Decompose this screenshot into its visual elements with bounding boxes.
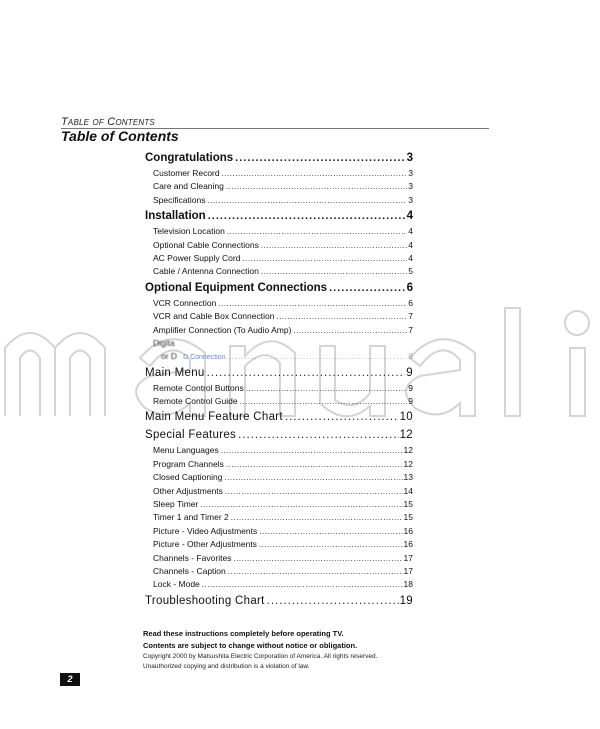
toc-page-number: 4	[408, 239, 413, 250]
toc-page-number: 12	[403, 458, 413, 469]
toc-page-number: 9	[406, 366, 413, 379]
dot-leader	[207, 194, 407, 207]
toc-entry-channels-caption[interactable]	[145, 565, 413, 578]
toc-entry-picture-video-adjustments[interactable]	[145, 525, 413, 538]
toc-entry-label: Lock - Mode	[153, 579, 200, 590]
toc-entry-program-channels[interactable]	[145, 458, 413, 471]
toc-entry-label: Other Adjustments	[153, 485, 223, 496]
toc-page-number: 13	[403, 472, 413, 483]
toc-entry-television-location[interactable]	[145, 225, 413, 238]
change-notice: Contents are subject to change without notice or obligation.	[143, 641, 358, 650]
toc-page-number: 16	[403, 539, 413, 550]
toc-entry-label: Closed Captioning	[153, 472, 223, 483]
toc-page-number: 19	[399, 594, 413, 607]
dot-leader	[259, 525, 402, 538]
toc-entry-label: Channels - Favorites	[153, 552, 232, 563]
toc-entry-timer-1-and-timer-2[interactable]	[145, 511, 413, 524]
dot-leader	[329, 279, 406, 297]
toc-entry-label: AC Power Supply Cord	[153, 252, 241, 263]
toc-page-number: 14	[403, 485, 413, 496]
dot-leader	[224, 471, 402, 484]
toc-entry-label: Optional Cable Connections	[153, 239, 259, 250]
dot-leader	[261, 265, 407, 278]
toc-page-number: 4	[408, 226, 413, 237]
toc-entry-label: Picture - Other Adjustments	[153, 539, 257, 550]
dot-leader	[208, 207, 406, 225]
dot-leader	[227, 225, 407, 238]
toc-entry-label: VCR and Cable Box Connection	[153, 311, 275, 322]
toc-entry-digital-obscured[interactable]	[145, 337, 413, 350]
toc-entry-label: or D	[161, 351, 178, 362]
dot-leader	[225, 485, 403, 498]
toc-entry-sleep-timer[interactable]	[145, 498, 413, 511]
toc-page-number: 9	[408, 396, 413, 407]
toc-entry-label: Cable / Antenna Connection	[153, 266, 259, 277]
toc-entry-installation[interactable]	[145, 207, 413, 225]
toc-entry-amplifier-connection[interactable]	[145, 324, 413, 337]
toc-entry-label: Installation	[145, 210, 206, 223]
toc-entry-cable-antenna-connection[interactable]	[145, 265, 413, 278]
copyright-notice: Copyright 2000 by Matsushita Electric Corporation of America. All rights reserved.	[143, 653, 378, 660]
toc-page-number: 3	[406, 152, 413, 164]
dot-leader	[228, 565, 403, 578]
dot-leader	[207, 364, 406, 382]
toc-page-number: 4	[406, 210, 413, 223]
toc-entry-vcr-and-cable-box-connection[interactable]	[145, 310, 413, 323]
toc-entry-label: Program Channels	[153, 458, 224, 469]
toc-entry-label: Troubleshooting Chart	[145, 594, 265, 607]
toc-entry-care-and-cleaning[interactable]	[145, 180, 413, 193]
toc-page-number: 3	[408, 181, 413, 192]
toc-page-number: 8	[408, 351, 413, 362]
dot-leader	[233, 552, 402, 565]
toc-entry-channels-favorites[interactable]	[145, 552, 413, 565]
toc-entry-label: Sleep Timer	[153, 499, 199, 510]
toc-entry-specifications[interactable]	[145, 194, 413, 207]
toc-page-number: 18	[403, 579, 413, 590]
toc-entry-digital-continued[interactable]	[145, 350, 413, 363]
unauthorized-copying-notice: Unauthorized copying and distribution is a violation of law.	[143, 663, 310, 670]
toc-page-number: 7	[408, 311, 413, 322]
toc-entry-picture-other-adjustments[interactable]	[145, 538, 413, 551]
toc-entry-label: VCR Connection	[153, 297, 217, 308]
dot-leader	[238, 426, 398, 444]
toc-page-number: 9	[408, 382, 413, 393]
dot-leader	[202, 578, 403, 591]
toc-entry-label: Picture - Video Adjustments	[153, 525, 258, 536]
toc-entry-main-menu-feature-chart[interactable]	[145, 408, 413, 426]
toc-entry-label: Congratulations	[145, 152, 234, 164]
running-header: Table of Contents	[61, 116, 155, 128]
table-of-contents	[145, 149, 413, 610]
dot-leader	[246, 382, 408, 395]
toc-page-number: 4	[408, 252, 413, 263]
dot-leader	[261, 239, 407, 252]
dot-leader	[222, 167, 408, 180]
toc-entry-customer-record[interactable]	[145, 167, 413, 180]
toc-entry-label: Remote Control Buttons	[153, 382, 244, 393]
dot-leader	[231, 511, 403, 524]
toc-entry-label: Special Features	[145, 429, 237, 442]
page-number-badge: 2	[60, 673, 80, 686]
toc-page-number: 7	[408, 324, 413, 335]
toc-page-number: 6	[406, 281, 413, 294]
toc-entry-label: Menu Languages	[153, 445, 219, 456]
toc-page-number: 10	[399, 411, 413, 424]
toc-entry-label: Remote Control Guide	[153, 396, 238, 407]
toc-entry-vcr-connection[interactable]	[145, 297, 413, 310]
toc-entry-label: Amplifier Connection (To Audio Amp)	[153, 324, 292, 335]
toc-entry-menu-languages[interactable]	[145, 444, 413, 457]
toc-entry-label: Timer 1 and Timer 2	[153, 512, 229, 523]
toc-page-number: 15	[403, 512, 413, 523]
toc-entry-label: Digita	[153, 337, 175, 348]
toc-entry-remote-control-buttons[interactable]	[145, 382, 413, 395]
dot-leader	[240, 395, 408, 408]
toc-entry-label: Main Menu	[145, 366, 205, 379]
dot-leader	[235, 149, 405, 167]
toc-entry-main-menu[interactable]	[145, 364, 413, 382]
dot-leader	[226, 180, 407, 193]
toc-entry-other-adjustments[interactable]	[145, 485, 413, 498]
toc-entry-closed-captioning[interactable]	[145, 471, 413, 484]
toc-page-number: 17	[403, 552, 413, 563]
dot-leader	[200, 498, 402, 511]
dot-leader	[221, 444, 403, 457]
page-title: Table of Contents	[61, 128, 179, 144]
legal-notice	[143, 628, 443, 672]
toc-entry-lock-mode[interactable]	[145, 578, 413, 591]
toc-entry-label: Main Menu Feature Chart	[145, 411, 283, 424]
dot-leader	[285, 408, 399, 426]
toc-entry-optional-cable-connections[interactable]	[145, 239, 413, 252]
toc-entry-congratulations[interactable]	[145, 149, 413, 167]
toc-page-number: 17	[403, 565, 413, 576]
dot-leader	[276, 310, 407, 323]
toc-entry-optional-equipment-connections[interactable]	[145, 279, 413, 297]
toc-entry-label: Care and Cleaning	[153, 181, 224, 192]
toc-page-number: 3	[408, 194, 413, 205]
toc-page-number: 3	[408, 168, 413, 178]
dot-leader	[218, 297, 407, 310]
toc-entry-label: Optional Equipment Connections	[145, 281, 328, 294]
dot-leader	[242, 252, 407, 265]
toc-entry-label: Television Location	[153, 226, 225, 237]
dot-leader	[226, 458, 403, 471]
dot-leader	[293, 324, 407, 337]
toc-page-number: 12	[403, 445, 413, 456]
toc-page-number: 6	[408, 297, 413, 308]
toc-entry-label: Specifications	[153, 194, 206, 205]
read-instructions-notice: Read these instructions completely before operating TV.	[143, 629, 344, 638]
toc-entry-special-features[interactable]	[145, 426, 413, 444]
toc-entry-label: Channels - Caption	[153, 565, 226, 576]
toc-entry-remote-control-guide[interactable]	[145, 395, 413, 408]
dot-leader	[225, 350, 407, 363]
dot-leader	[259, 538, 403, 551]
dot-leader	[267, 592, 399, 610]
toc-entry-label: Customer Record	[153, 168, 220, 178]
toc-entry-ac-power-supply-cord[interactable]	[145, 252, 413, 265]
toc-page-number: 12	[399, 429, 413, 442]
toc-entry-troubleshooting-chart[interactable]	[145, 592, 413, 610]
toc-page-number: 16	[403, 525, 413, 536]
toc-page-number: 15	[403, 499, 413, 510]
toc-page-number: 5	[408, 266, 413, 277]
obscured-link-text: D Connection	[183, 354, 226, 362]
